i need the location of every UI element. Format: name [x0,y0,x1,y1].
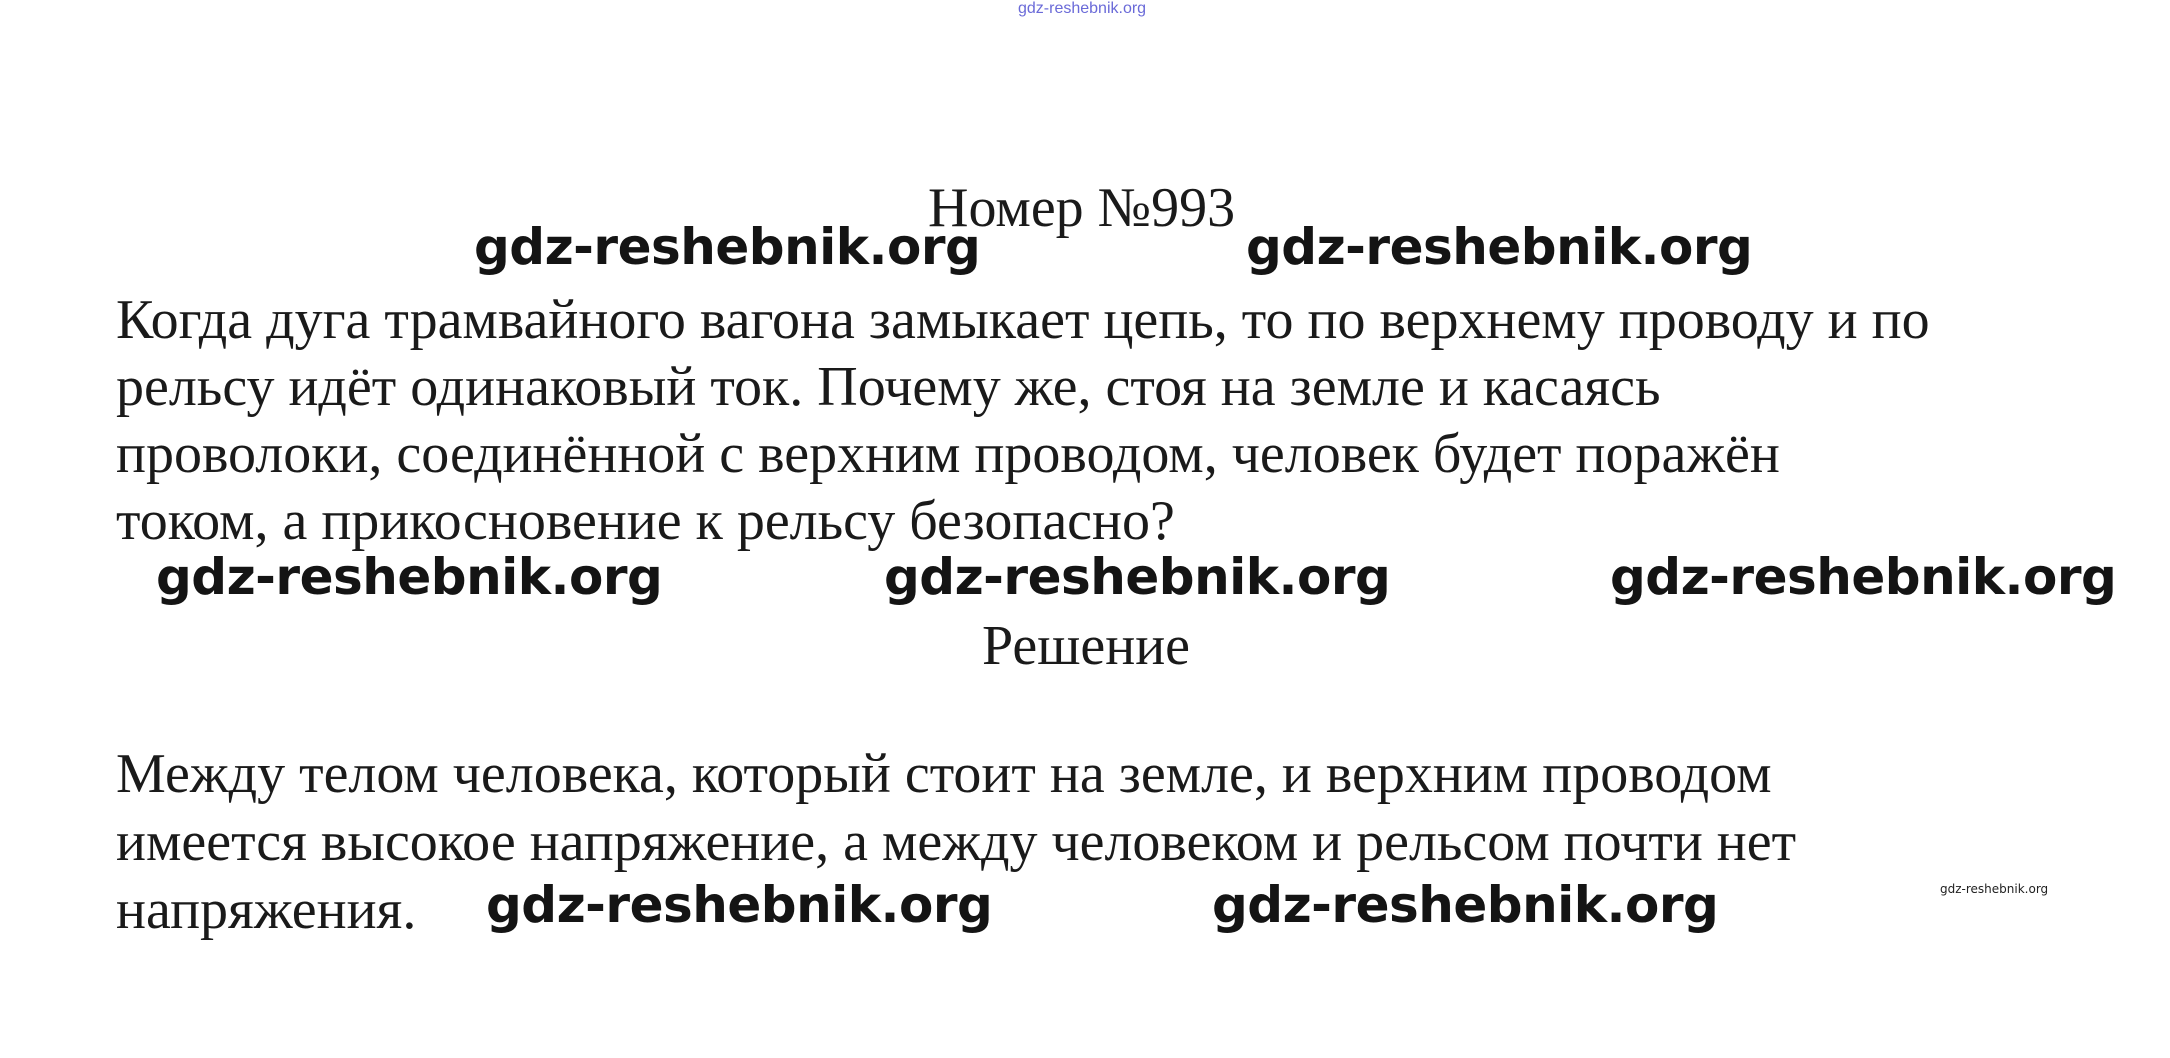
watermark-small-text: gdz-reshebnik.org [1940,882,2049,896]
watermark-text: gdz-reshebnik.org [486,876,993,934]
problem-text-line: проволоки, соединённой с верхним проводом, человек будет поражён [116,423,1780,485]
site-link[interactable]: gdz-reshebnik.org [1018,0,1147,17]
watermark-text: gdz-reshebnik.org [884,548,1391,606]
problem-text-line: током, а прикосновение к рельсу безопасно? [116,490,1175,552]
solution-heading: Решение [982,615,1191,677]
problem-text-line: рельсу идёт одинаковый ток. Почему же, стоя на земле и касаясь [116,356,1661,418]
solution-text-line: Между телом человека, который стоит на земле, и верхним проводом [116,743,1772,805]
solution-text-line: напряжения. [116,879,417,941]
solution-text-line: имеется высокое напряжение, а между человеком и рельсом почти нет [116,811,1797,873]
watermark-text: gdz-reshebnik.org [1246,218,1753,276]
problem-title: Номер №993 [928,177,1236,239]
watermark-text: gdz-reshebnik.org [1212,876,1719,934]
watermark-text: gdz-reshebnik.org [156,548,663,606]
watermark-text: gdz-reshebnik.org [474,218,981,276]
problem-text-line: Когда дуга трамвайного вагона замыкает цепь, то по верхнему проводу и по [116,289,1930,351]
watermark-text: gdz-reshebnik.org [1610,548,2117,606]
